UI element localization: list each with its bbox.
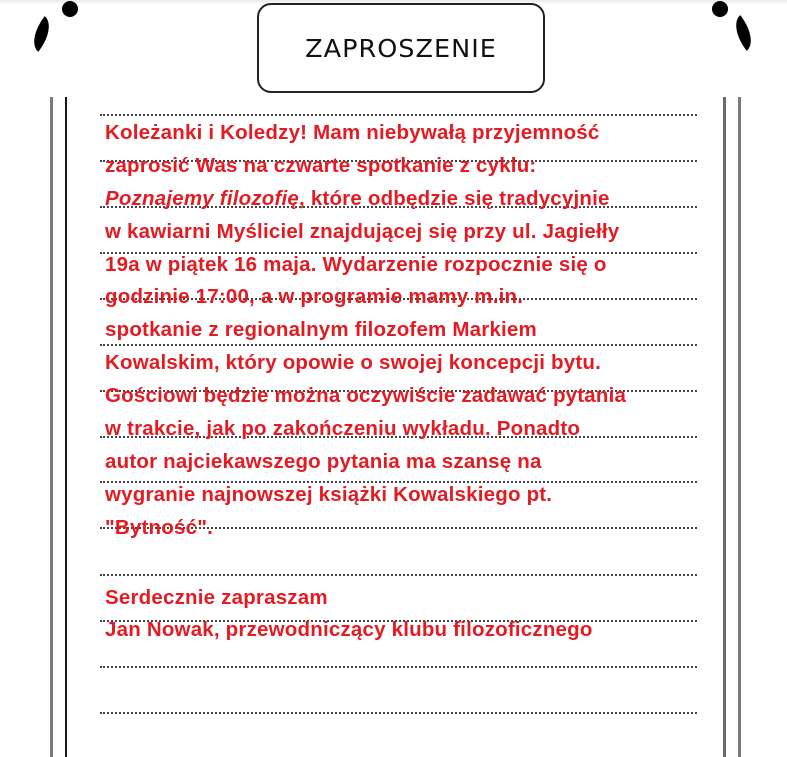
body-line	[105, 183, 725, 216]
body-line: w kawiarni Myśliciel znajdującej się przy ul. Jagiełły	[105, 219, 620, 243]
page-title: ZAPROSZENIE	[305, 33, 497, 63]
right-border-outer-line	[738, 97, 741, 757]
body-line: zaprosić Was na czwarte spotkanie z cyklu:	[105, 153, 537, 177]
decorative-leaf-icon	[727, 15, 760, 51]
body-line: spotkanie z regionalnym filozofem Markiem	[105, 318, 537, 342]
series-name: Poznajemy filozofię	[105, 186, 300, 210]
decorative-dot-icon	[62, 1, 78, 17]
title-box	[257, 3, 545, 93]
decorative-leaf-icon	[25, 16, 58, 52]
body-line-rest: , które odbędzie się tradycyjnie	[299, 186, 610, 210]
blank-line	[105, 545, 725, 582]
left-border-inner-line	[65, 97, 67, 757]
invitation-body	[105, 117, 725, 647]
dotted-ruled-line	[100, 712, 697, 714]
dotted-ruled-line	[100, 114, 697, 116]
body-line: autor najciekawszego pytania ma szansę na	[105, 449, 542, 473]
body-line: w trakcie, jak po zakończeniu wykładu. Ponadto	[105, 417, 581, 441]
body-line: Gościowi będzie można oczywiście zadawać pytania	[105, 384, 627, 408]
body-line: "Bytność".	[105, 515, 214, 539]
dotted-ruled-line	[100, 666, 697, 668]
body-line: Koleżanki i Koledzy! Mam niebywałą przyjemność	[105, 121, 600, 144]
decorative-dot-icon	[712, 1, 728, 17]
left-border-outer-line	[50, 97, 53, 757]
body-line: godzinie 17:00, a w programie mamy m.in.	[105, 285, 524, 309]
body-line: 19a w piątek 16 maja. Wydarzenie rozpocznie się o	[105, 252, 607, 276]
signature-line: Jan Nowak, przewodniczący klubu filozoficznego	[105, 618, 593, 642]
closing-line: Serdecznie zapraszam	[105, 585, 328, 609]
body-line: Kowalskim, który opowie o swojej koncepcji bytu.	[105, 351, 602, 375]
body-line: wygranie najnowszej książki Kowalskiego pt.	[105, 482, 553, 506]
